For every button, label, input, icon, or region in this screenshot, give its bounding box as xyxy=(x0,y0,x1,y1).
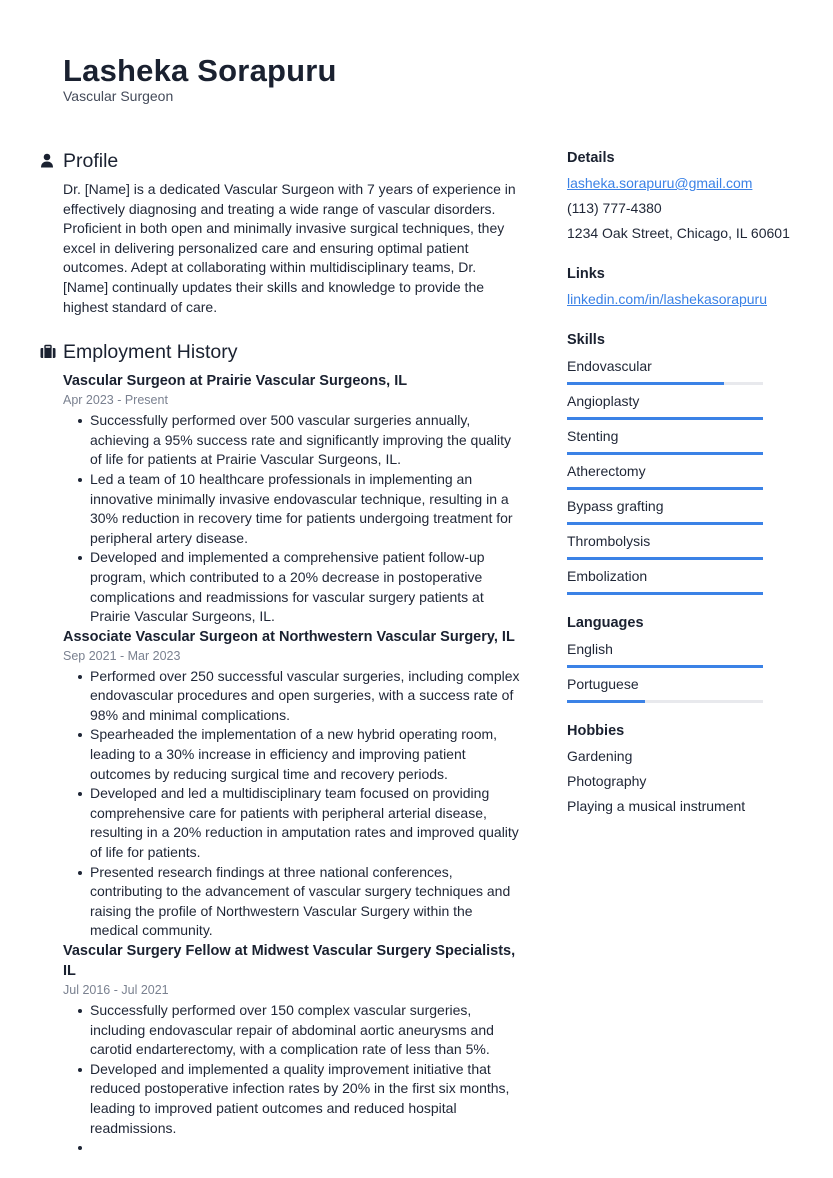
job-bullets xyxy=(63,667,520,941)
job-date: Jul 2016 - Jul 2021 xyxy=(63,983,169,997)
skill-level-bar xyxy=(567,487,763,490)
main-column xyxy=(40,148,520,1158)
skill-name: Embolization xyxy=(567,568,648,584)
candidate-title: Vascular Surgeon xyxy=(63,88,174,104)
skill-item xyxy=(567,356,767,385)
skill-level-bar xyxy=(567,592,763,595)
job-date: Apr 2023 - Present xyxy=(63,393,168,408)
skill-item xyxy=(567,566,767,595)
linkedin-link[interactable]: linkedin.com/in/lashekasorapuru xyxy=(567,291,767,307)
skills-block xyxy=(567,330,767,595)
languages-block xyxy=(567,613,767,703)
skill-level-fill xyxy=(567,557,763,560)
skill-level-bar xyxy=(567,557,763,560)
person-icon xyxy=(40,153,56,169)
skill-item xyxy=(567,461,767,490)
skill-item xyxy=(567,391,767,420)
language-level-bar xyxy=(567,665,763,668)
skill-name: Thrombolysis xyxy=(567,533,651,549)
job-title: Associate Vascular Surgeon at Northwestern Vascular Surgery, IL xyxy=(63,628,515,645)
job-bullet: Developed and implemented a quality improvement initiative that reduced postoperative infection rates by 20% in the first six months, leading to improved patient outcomes and reduced hospital readmissions. xyxy=(90,1060,520,1138)
job-bullets xyxy=(63,411,520,627)
hobby-item: Playing a musical instrument xyxy=(567,798,746,814)
language-level-fill xyxy=(567,700,645,703)
employment-section-header xyxy=(40,339,520,367)
job-bullet: Led a team of 10 healthcare professionals in implementing an innovative minimally invasive endovascular technique, resulting in a 30% reduction in recovery time for patients undergoing treatment for peripheral artery disease. xyxy=(90,470,520,548)
hobbies-heading: Hobbies xyxy=(567,723,625,739)
skill-level-fill xyxy=(567,522,763,525)
skill-level-fill xyxy=(567,592,763,595)
skill-name: Stenting xyxy=(567,428,619,444)
skill-item xyxy=(567,426,767,455)
skill-level-fill xyxy=(567,382,724,385)
address: 1234 Oak Street, Chicago, IL 60601 xyxy=(567,225,790,241)
employment-heading: Employment History xyxy=(63,341,238,364)
job-bullet: Performed over 250 successful vascular surgeries, including complex endovascular procedures and open surgeries, with a success rate of 98% and minimal complications. xyxy=(90,667,520,726)
details-heading: Details xyxy=(567,150,615,166)
profile-heading: Profile xyxy=(63,150,119,172)
phone-number: (113) 777-4380 xyxy=(567,200,662,216)
job-bullet: Successfully performed over 500 vascular surgeries annually, achieving a 95% success rate and significantly improving the quality of life for patients at Prairie Vascular Surgeons, IL. xyxy=(90,411,520,470)
job-title: Vascular Surgeon at Prairie Vascular Surgeons, IL xyxy=(63,373,408,390)
job-entry xyxy=(63,371,520,627)
language-item xyxy=(567,674,767,703)
language-item xyxy=(567,639,767,668)
hobby-item: Photography xyxy=(567,773,647,789)
job-date: Sep 2021 - Mar 2023 xyxy=(63,648,181,663)
job-entry xyxy=(63,941,520,1158)
skill-level-bar xyxy=(567,522,763,525)
email-link[interactable]: lasheka.sorapuru@gmail.com xyxy=(567,175,753,191)
candidate-name: Lasheka Sorapuru xyxy=(63,53,337,88)
job-bullet-empty xyxy=(90,1138,520,1158)
language-level-bar xyxy=(567,700,763,703)
skills-heading: Skills xyxy=(567,332,605,348)
details-block xyxy=(567,148,790,246)
language-name: Portuguese xyxy=(567,676,639,692)
hobby-item: Gardening xyxy=(567,748,633,764)
profile-section-header xyxy=(40,148,520,176)
job-bullet: Presented research findings at three national conferences, contributing to the advancement of vascular surgery techniques and raising the profile of Northwestern Vascular Surgery within the medical community. xyxy=(90,863,520,941)
skill-name: Angioplasty xyxy=(567,393,640,409)
links-block xyxy=(567,264,767,312)
sidebar-column xyxy=(567,148,790,837)
job-bullet: Successfully performed over 150 complex vascular surgeries, including endovascular repair of abdominal aortic aneurysms and carotid endarterectomy, with a complication rate of less than 5%. xyxy=(90,1001,520,1060)
skill-level-fill xyxy=(567,417,763,420)
skill-level-bar xyxy=(567,417,763,420)
job-bullet: Spearheaded the implementation of a new hybrid operating room, leading to a 30% increase in efficiency and improving patient outcomes by reducing surgical time and recovery periods. xyxy=(90,725,520,784)
languages-heading: Languages xyxy=(567,615,644,631)
job-entry xyxy=(63,627,520,941)
skill-name: Endovascular xyxy=(567,358,652,374)
profile-summary: Dr. [Name] is a dedicated Vascular Surgeon with 7 years of experience in effectively diagnosing and treating a wide range of vascular disorders. Proficient in both open and minimally invasive surgical techniques, they excel in delivering personalized care and ensuring optimal patient outcomes. Adept at collaborating within multidisciplinary teams, Dr. [Name] continually updates their skills and knowledge to provide the highest standard of care. xyxy=(63,181,516,315)
links-heading: Links xyxy=(567,266,605,282)
resume-header xyxy=(63,52,337,104)
skill-level-fill xyxy=(567,452,763,455)
hobbies-block xyxy=(567,721,767,819)
job-title: Vascular Surgery Fellow at Midwest Vascular Surgery Specialists, IL xyxy=(63,943,516,979)
language-name: English xyxy=(567,641,613,657)
job-bullet: Developed and led a multidisciplinary team focused on providing comprehensive care for patients with peripheral arterial disease, resulting in a 20% reduction in amputation rates and improved quality of life for patients. xyxy=(90,784,520,862)
skill-name: Atherectomy xyxy=(567,463,646,479)
skill-item xyxy=(567,531,767,560)
skill-level-bar xyxy=(567,452,763,455)
skill-level-bar xyxy=(567,382,763,385)
job-bullet: Developed and implemented a comprehensive patient follow-up program, which contributed to a 20% decrease in postoperative complications and readmissions for vascular surgery patients at Prairie Vascular Surgeons, IL. xyxy=(90,548,520,626)
skill-item xyxy=(567,496,767,525)
briefcase-icon xyxy=(40,344,56,360)
language-level-fill xyxy=(567,665,763,668)
skill-name: Bypass grafting xyxy=(567,498,664,514)
skill-level-fill xyxy=(567,487,763,490)
job-bullets xyxy=(63,1001,520,1158)
